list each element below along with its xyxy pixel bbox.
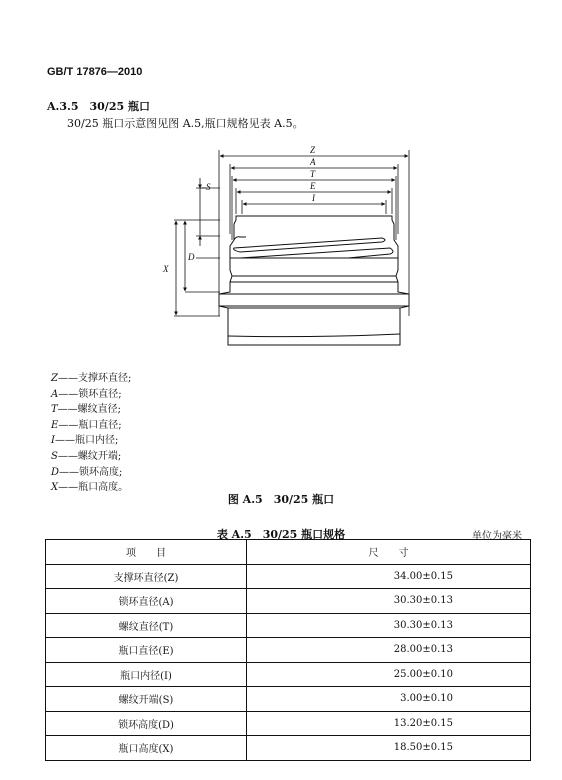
legend-item: I——瓶口内径; (51, 435, 119, 447)
figure-legend (51, 371, 131, 496)
table-row (46, 687, 531, 712)
item-cell: 螺纹直径(T) (46, 613, 247, 638)
table-row (46, 662, 531, 687)
table-caption: 表 A.5 30/25 瓶口规格 (216, 528, 346, 541)
dim-label-e: E (310, 181, 316, 191)
legend-item: X——瓶口高度。 (51, 482, 129, 494)
item-cell: 螺纹开端(S) (46, 687, 247, 712)
value-cell: 30.30±0.13 (247, 589, 531, 614)
table-row (46, 711, 531, 736)
legend-item: A——锁环直径; (51, 388, 122, 400)
table-row (46, 564, 531, 589)
figure-caption: 图 A.5 30/25 瓶口 (227, 493, 335, 506)
dim-label-s: S (206, 182, 211, 192)
table-unit: 单位为毫米 (472, 531, 522, 542)
column-header-size: 尺 寸 (247, 540, 531, 565)
dim-label-d: D (188, 252, 195, 262)
table-row (46, 613, 531, 638)
column-header-item: 项 目 (46, 540, 247, 565)
dim-label-a: A (310, 157, 316, 167)
dim-label-t: T (310, 169, 316, 179)
value-cell: 3.00±0.10 (247, 687, 531, 712)
standard-number: GB/T 17876—2010 (47, 66, 143, 78)
value-cell: 18.50±0.15 (247, 736, 531, 761)
dim-label-z: Z (310, 145, 316, 155)
table-row (46, 638, 531, 663)
legend-item: S——螺纹开端; (51, 450, 122, 462)
item-cell: 瓶口内径(I) (46, 662, 247, 687)
legend-item: D——锁环高度; (51, 466, 123, 478)
legend-item: E——瓶口直径; (51, 419, 122, 431)
item-cell: 瓶口直径(E) (46, 638, 247, 663)
value-cell: 30.30±0.13 (247, 613, 531, 638)
table-header-row (46, 540, 531, 565)
item-cell: 支撑环直径(Z) (46, 564, 247, 589)
spec-table (45, 539, 531, 761)
section-title: A.3.5 30/25 瓶口 (47, 100, 150, 113)
value-cell: 28.00±0.13 (247, 638, 531, 663)
table-row (46, 736, 531, 761)
value-cell: 34.00±0.15 (247, 564, 531, 589)
section-intro: 30/25 瓶口示意图见图 A.5,瓶口规格见表 A.5。 (67, 117, 304, 130)
table-row (46, 589, 531, 614)
item-cell: 瓶口高度(X) (46, 736, 247, 761)
legend-item: T——螺纹直径; (51, 404, 122, 416)
bottle-finish-diagram (160, 140, 420, 352)
value-cell: 13.20±0.15 (247, 711, 531, 736)
value-cell: 25.00±0.10 (247, 662, 531, 687)
dim-label-i: I (312, 193, 315, 203)
item-cell: 锁环高度(D) (46, 711, 247, 736)
item-cell: 锁环直径(A) (46, 589, 247, 614)
dim-label-x: X (163, 264, 169, 274)
legend-item: Z——支撑环直径; (51, 373, 132, 384)
